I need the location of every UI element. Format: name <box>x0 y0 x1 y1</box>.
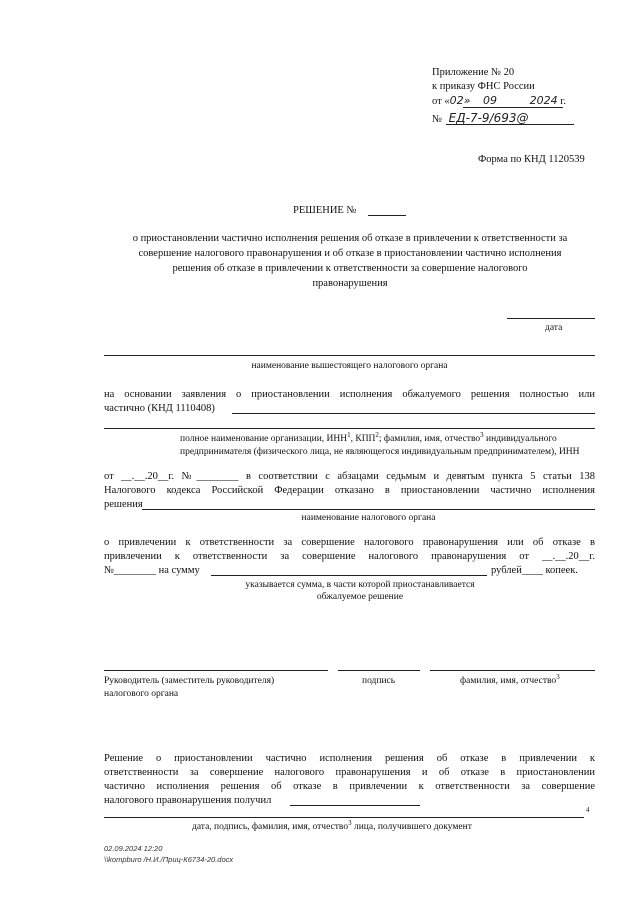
date-month: 09 <box>483 94 497 107</box>
form-code: Форма по КНД 1120539 <box>478 154 585 165</box>
footer-timestamp: 02.09.2024 12:20 <box>104 844 163 853</box>
head-caption-2: налогового органа <box>104 689 179 699</box>
number-value: ЕД-7-9/693@ <box>448 111 529 125</box>
subtitle-line-4: правонарушения <box>312 278 388 289</box>
footnote-mark: 4 <box>586 806 590 814</box>
signature-caption: подпись <box>362 676 396 686</box>
footnote-mark: 3 <box>556 672 560 681</box>
head-caption-1: Руководитель (заместитель руководителя) <box>104 676 275 686</box>
date-day: 02» <box>449 94 471 107</box>
authority-caption: наименование вышестоящего налогового органа <box>251 361 448 371</box>
subject-line-3a: №________ на сумму <box>104 565 200 576</box>
applicant-caption-2: предпринимателя (физического лица, не являющегося индивидуальным предпринимателем), ИНН <box>180 447 580 457</box>
signature-line <box>338 670 420 671</box>
receipt-caption-part-1: дата, подпись, фамилия, имя, отчество <box>192 822 349 832</box>
basis-line-1: на основании заявления о приостановлении исполнения обжалуемого решения полностью или <box>104 389 595 400</box>
receipt-line-4: налогового правонарушения получил <box>104 795 272 806</box>
amount-caption-2: обжалуемое решение <box>316 592 404 602</box>
name-line <box>430 670 595 671</box>
decision-number-line <box>368 215 406 216</box>
footer-file-path: \\kompburo /Н.И./Приц-К6734-20.docx <box>104 855 234 864</box>
footnote-mark: 3 <box>480 430 484 439</box>
name-caption-text: фамилия, имя, отчество <box>460 676 557 686</box>
applicant-field-line <box>104 428 595 429</box>
authority-field-line <box>104 355 595 356</box>
date-prefix: от « <box>432 96 450 107</box>
applicant-caption-part-1: полное наименование организации, ИНН <box>180 434 348 444</box>
date-caption: дата <box>545 323 563 333</box>
footnote-mark: 1 <box>347 430 351 439</box>
receipt-field-line-1 <box>290 805 420 806</box>
subtitle-line-2: совершение налогового правонарушения и об отказе в приостановлении частично исполнения <box>138 248 562 259</box>
number-underline <box>446 124 574 125</box>
decision-title: РЕШЕНИЕ № <box>293 205 357 216</box>
number-prefix: № <box>432 114 443 125</box>
amount-caption-1: указывается сумма, в части которой приостанавливается <box>245 580 475 590</box>
receipt-field-line-2 <box>104 817 584 818</box>
applicant-caption-part-4: индивидуального <box>483 434 557 444</box>
subject-line-3b: рублей____ копеек. <box>491 565 578 576</box>
subtitle-line-3: решения об отказе в привлечении к ответственности за совершение налогового <box>172 263 528 274</box>
subject-line-2: привлечении к ответственности за совершение налогового правонарушения от __.__.20__г. <box>104 551 595 562</box>
date-field-line <box>507 318 595 319</box>
applicant-caption-1 <box>180 430 600 445</box>
footnote-mark: 3 <box>348 818 352 827</box>
applicant-caption-part-3: ; фамилия, имя, отчество <box>378 434 481 444</box>
date-suffix: г. <box>560 96 566 107</box>
date-year: 2024 <box>529 94 558 107</box>
tax-authority-caption: наименование налогового органа <box>301 513 436 523</box>
amount-field-line <box>211 575 487 576</box>
name-caption <box>460 672 560 687</box>
appendix-label: Приложение № 20 <box>432 67 515 78</box>
date-underline <box>463 107 563 108</box>
footnote-mark: 2 <box>375 430 379 439</box>
tax-authority-field-line <box>142 509 595 510</box>
subject-line-1: о привлечении к ответственности за совершение налогового правонарушения или об отказе в <box>104 537 595 548</box>
receipt-caption <box>192 818 472 833</box>
basis-field-line <box>232 413 595 414</box>
receipt-caption-part-2: лица, получившего документ <box>351 822 472 832</box>
order-label: к приказу ФНС России <box>432 81 535 92</box>
basis-line-2: частично (КНД 1110408) <box>104 403 215 414</box>
head-signature-line <box>104 670 328 671</box>
subtitle-line-1: о приостановлении частично исполнения решения об отказе в привлечении к ответственности за <box>132 233 568 244</box>
refusal-line-2: Налогового кодекса Российской Федерации отказано в приостановлении частично исполнения <box>104 485 595 496</box>
refusal-line-3: решения <box>104 499 143 510</box>
receipt-line-2: ответственности за совершение налогового правонарушения и об отказе в приостановлении <box>104 767 595 778</box>
receipt-line-1: Решение о приостановлении частично исполнения решения об отказе в привлечении к <box>104 753 595 764</box>
receipt-line-3: частично исполнения решения об отказе в привлечении к ответственности за совершение <box>104 781 595 792</box>
applicant-caption-part-2: , КПП <box>350 434 376 444</box>
refusal-line-1: от __.__.20__г. №________ в соответствии с абзацами седьмым и девятым пункта 5 статьи 138 <box>104 471 595 482</box>
